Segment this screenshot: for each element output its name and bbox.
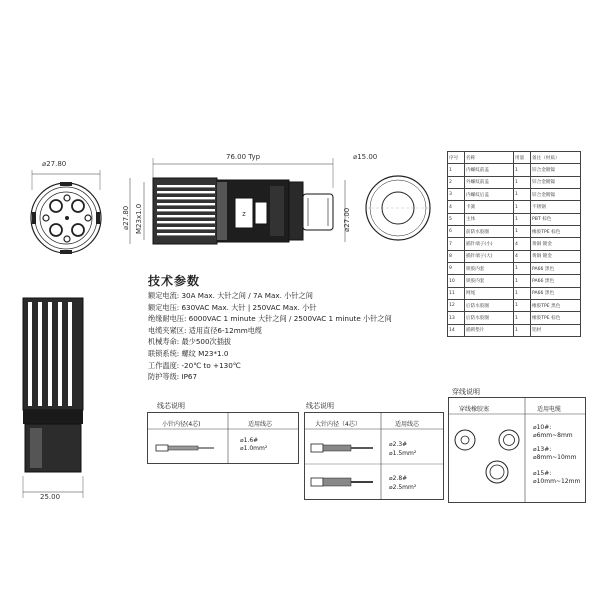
table-cell: 锁胶内套 [465,275,514,287]
table-cell: 4 [514,250,531,262]
side-width-label: 25.00 [40,493,61,501]
grommet-r3-b: ⌀10mm~12mm [533,478,581,485]
table-cell: 内螺纹前盖 [465,164,514,176]
grommet-r3-a: ⌀15#: [533,470,552,477]
header-cell: 序号 [448,152,465,164]
table-cell: PA66 黑色 [531,287,581,299]
table-cell: 1 [514,312,531,324]
spec-line: 绝缘耐电压: 6000VAC 1 minute 大针之间 / 2500VAC 1 minute 小针之间 [148,314,392,324]
table-cell: 1 [448,164,465,176]
parts-table [447,151,581,337]
small-pin-spec-2: ⌀1.0mm² [240,445,268,452]
table-cell: 锌合金镀镍 [531,164,581,176]
table-cell: 主体 [465,213,514,225]
table-row [448,213,581,225]
table-cell: 黄铜 镀金 [531,238,581,250]
table-row [448,324,581,336]
table-cell: 1 [514,263,531,275]
table-cell: 锌合金镀镍 [531,189,581,201]
table-row [448,250,581,262]
table-cell: 后防水胶圈 [465,300,514,312]
table-cell: 橡胶TPE 棕色 [531,312,581,324]
large-pin-icon-1 [309,439,379,457]
thread-label: M23x1.0 [135,203,143,234]
large-pin-title: 线芯说明 [306,402,334,410]
table-cell: 7 [448,238,465,250]
grommet-title: 穿线说明 [452,388,480,396]
large-pin-r1-spec-2: ⌀1.5mm² [389,450,417,457]
grommet-r2-a: ⌀13#: [533,446,552,453]
grommet-box [448,397,586,503]
spec-line: 工作温度: -20℃ to +130℃ [148,360,241,370]
table-cell: 黄铜 镀金 [531,250,581,262]
table-cell: PBT 棕色 [531,213,581,225]
large-pin-box [304,412,444,500]
table-cell: 插锁垫片 [465,324,514,336]
table-cell: 5 [448,213,465,225]
large-pin-col2: 适用线芯 [395,421,420,428]
table-row [448,263,581,275]
table-cell: 外螺纹前盖 [465,176,514,188]
small-pin-col1: 小针内径(4芯) [162,421,201,428]
table-cell: 10 [448,275,465,287]
table-row [448,176,581,188]
table-cell: 1 [514,300,531,312]
body-dia-label: ⌀27.80 [122,205,130,230]
table-cell: 橡胶TPE 棕色 [531,226,581,238]
table-cell: 前防水胶圈 [465,226,514,238]
table-cell: 3 [448,189,465,201]
table-cell: 铝材 [531,324,581,336]
large-pin-icon-2 [309,473,379,491]
spec-line: 机械寿命: 最少500次插拔 [148,337,232,347]
table-cell: 插针端子(小) [465,238,514,250]
grommet-icons [451,416,525,502]
table-cell: 8 [448,250,465,262]
large-pin-r2-spec-2: ⌀2.5mm² [389,484,417,491]
table-cell: 网尾 [465,287,514,299]
spec-line: 额定电流: 30A Max. 大针之间 / 7A Max. 小针之间 [148,291,313,300]
specs-list [148,290,392,383]
table-cell: 内螺纹后盖 [465,189,514,201]
header-cell: 用量 [514,152,531,164]
spec-line: 额定电压: 630VAC Max. 大针 | 250VAC Max. 小针 [148,302,317,312]
table-cell: 1 [514,287,531,299]
table-cell: 1 [514,176,531,188]
total-length-label: 76.00 Typ [226,153,261,161]
table-row [448,312,581,324]
table-cell: 后防水胶圈 [465,312,514,324]
table-cell: PA66 黑色 [531,275,581,287]
table-cell: 锁胶内套 [465,263,514,275]
svg-text:Z: Z [242,212,246,218]
connector-side-view [120,158,360,258]
spec-line: 联锁系统: 螺纹 M23*1.0 [148,348,229,358]
grommet-col1: 穿线橡胶塞 [459,406,490,413]
table-cell: 1 [514,201,531,213]
table-cell: 14 [448,324,465,336]
table-row [448,287,581,299]
table-cell: 4 [514,238,531,250]
grommet-col2: 适用电缆 [537,406,562,413]
table-cell: 1 [514,275,531,287]
grommet-r1-a: ⌀10#: [533,424,552,431]
table-cell: 插针端子(大) [465,250,514,262]
table-row [448,201,581,213]
table-cell: 13 [448,312,465,324]
small-pin-col2: 适用线芯 [248,421,273,428]
header-cell: 备注（材质） [531,152,581,164]
specs-title: 技术参数 [148,274,201,288]
rear-end-view [362,163,434,253]
table-row [448,226,581,238]
small-pin-spec-1: ⌀1.6# [240,437,259,444]
table-row [448,164,581,176]
table-cell: 1 [514,189,531,201]
table-cell: 1 [514,213,531,225]
grommet-r2-b: ⌀8mm~10mm [533,454,577,461]
table-cell: 卡簧 [465,201,514,213]
table-cell: 6 [448,226,465,238]
table-cell: 锌合金镀镍 [531,176,581,188]
grommet-r1-b: ⌀6mm~8mm [533,432,573,439]
end-dia-label: ⌀15.00 [353,153,378,161]
table-cell: PA66 黑色 [531,263,581,275]
table-cell: 11 [448,287,465,299]
spec-line: 防护等级: IP67 [148,372,198,382]
parts-table-header [448,152,581,164]
table-cell: 橡胶TPE 黑色 [531,300,581,312]
front-face-view [20,160,110,260]
table-row [448,300,581,312]
table-cell: 1 [514,164,531,176]
table-cell: 12 [448,300,465,312]
side-profile-view [18,296,88,506]
large-pin-r1-spec-1: ⌀2.3# [389,441,408,448]
small-pin-box [147,412,299,464]
spec-line: 电缆夹紧区: 适用直径6-12mm电缆 [148,325,263,335]
small-pin-icon [154,440,220,456]
large-pin-col1: 大针内径（4芯） [315,421,361,428]
table-row [448,238,581,250]
table-cell: 4 [448,201,465,213]
large-pin-r2-spec-1: ⌀2.8# [389,475,408,482]
table-row [448,275,581,287]
table-cell: 1 [514,226,531,238]
table-cell: 不锈钢 [531,201,581,213]
table-cell: 2 [448,176,465,188]
table-row [448,189,581,201]
right-dia-label: ⌀27.00 [343,207,351,232]
small-pin-title: 线芯说明 [157,402,185,410]
table-cell: 9 [448,263,465,275]
table-cell: 1 [514,324,531,336]
front-dia-label: ⌀27.80 [42,160,67,168]
header-cell: 名称 [465,152,514,164]
